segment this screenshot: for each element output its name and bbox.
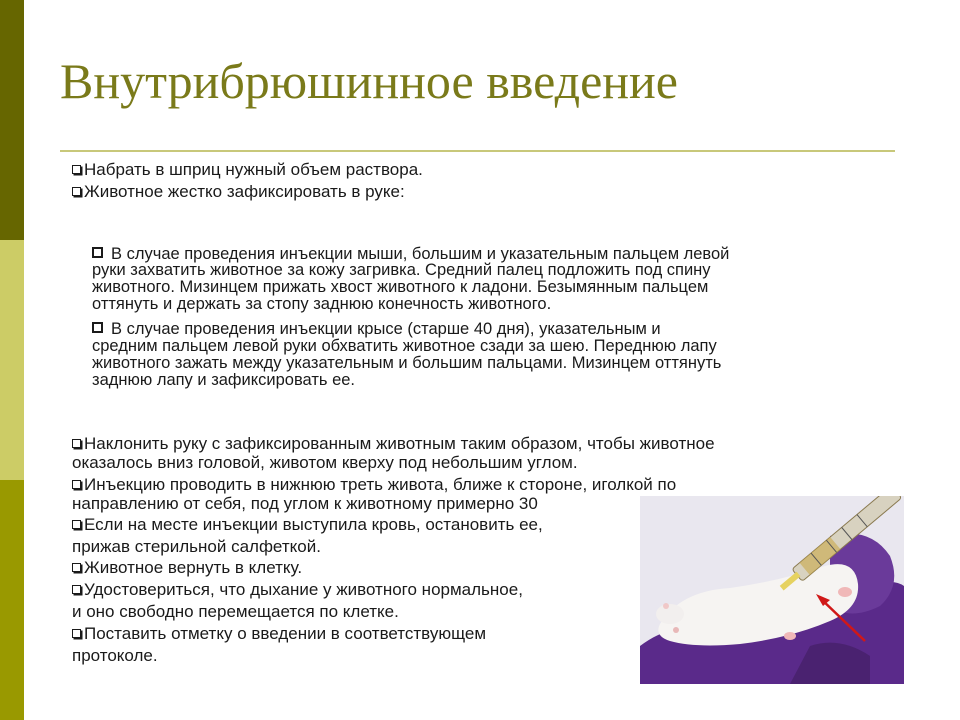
list-item-cont: направлению от себя, под углом к животному примерно 30 [72, 494, 538, 513]
list-item: Удостовериться, что дыхание у животного нормальное, [72, 580, 523, 600]
sub-list-line: средним пальцем левой руки обхватить животное сзади за шею. Переднюю лапу [92, 337, 717, 355]
checkbox-bullet-icon [72, 585, 81, 594]
sub-list-line: животного зажать между указательным и большим пальцами. Мизинцем оттянуть [92, 354, 722, 372]
injection-photo [640, 496, 904, 684]
side-bar-mid [0, 480, 24, 720]
rodent-injection-illustration [640, 496, 904, 684]
list-item-cont: оказалось вниз головой, животом кверху под небольшим углом. [72, 453, 578, 472]
list-item: Если на месте инъекции выступила кровь, остановить ее, [72, 515, 543, 535]
checkbox-bullet-icon [72, 187, 81, 196]
list-item-cont: протоколе. [72, 646, 158, 665]
checkbox-bullet-icon [72, 520, 81, 529]
square-bullet-icon [92, 322, 103, 333]
checkbox-bullet-icon [72, 165, 81, 174]
sub-list-line: заднюю лапу и зафиксировать ее. [92, 371, 356, 389]
sub-list-item: В случае проведения инъекции мыши, большим и указательным пальцем левой [92, 246, 729, 262]
list-item-cont: прижав стерильной салфеткой. [72, 537, 321, 556]
checkbox-bullet-icon [72, 439, 81, 448]
list-item: Животное вернуть в клетку. [72, 558, 302, 578]
square-bullet-icon [92, 247, 103, 258]
slide-title: Внутрибрюшинное введение [60, 53, 678, 109]
side-bar-dark [0, 0, 24, 240]
list-item: Поставить отметку о введении в соответствующем [72, 624, 486, 644]
sub-list-line: животного. Мизинцем прижать хвост животного к ладони. Безымянным пальцем [92, 278, 709, 296]
checkbox-bullet-icon [72, 480, 81, 489]
list-item: Инъекцию проводить в нижнюю треть живота, ближе к стороне, иголкой по [72, 475, 676, 495]
checkbox-bullet-icon [72, 563, 81, 572]
sub-list-item: В случае проведения инъекции крысе (старше 40 дня), указательным и [92, 321, 661, 337]
side-bar-light [0, 240, 24, 480]
sub-list-line: оттянуть и держать за стопу заднюю конечность животного. [92, 295, 552, 313]
sub-list-line: руки захватить животное за кожу загривка. Средний палец подложить под спину [92, 261, 711, 279]
list-item: Набрать в шприц нужный объем раствора. [72, 160, 423, 180]
title-divider [60, 150, 895, 152]
list-item: Наклонить руку с зафиксированным животным таким образом, чтобы животное [72, 434, 715, 454]
checkbox-bullet-icon [72, 629, 81, 638]
list-item-cont: и оно свободно перемещается по клетке. [72, 602, 399, 621]
list-item: Животное жестко зафиксировать в руке: [72, 182, 405, 202]
